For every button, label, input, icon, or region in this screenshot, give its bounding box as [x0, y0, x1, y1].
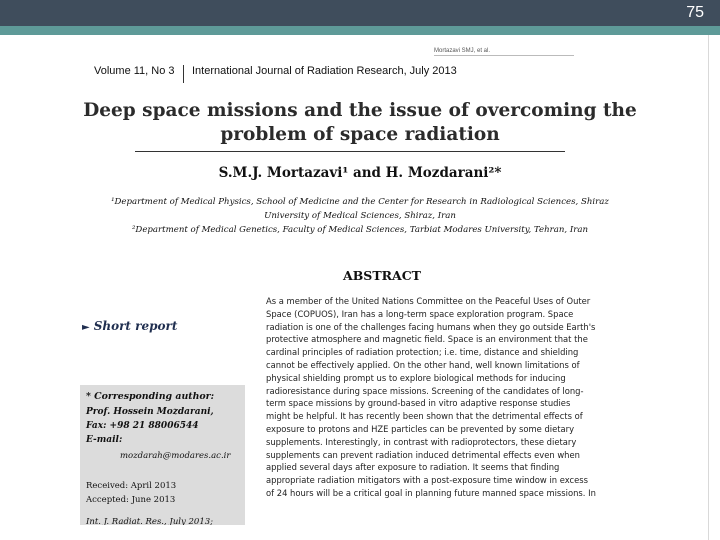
paper-authors: S.M.J. Mortazavi¹ and H. Mozdarani²* — [218, 165, 502, 181]
abstract-line: appropriate radiation mitigators with a post-exposure time window in excess — [266, 475, 589, 486]
abstract-line: physical shielding prompt us to explore biological methods for inducing — [266, 372, 566, 383]
affiliation-1-line-2: University of Medical Sciences, Shiraz, Iran — [264, 211, 456, 221]
abstract-line: exposure to protons and HZE particles can be prevented by some dietary — [266, 423, 575, 434]
journal-name: International Journal of Radiation Research, July 2013 — [192, 65, 457, 77]
received-date: Received: April 2013 — [86, 481, 177, 491]
header-separator — [183, 65, 184, 83]
accepted-date: Accepted: June 2013 — [86, 495, 176, 505]
article-type-label — [82, 319, 177, 333]
slide-page-number: 75 — [686, 4, 704, 21]
abstract-line: of 24 hours will be a critical goal in planning future manned space missions. In — [266, 487, 596, 498]
paper-title — [80, 99, 640, 147]
abstract-line: supplements can prevent radiation induced detrimental effects even when — [266, 449, 580, 460]
corresponding-author-title: * Corresponding author: — [86, 391, 215, 402]
affiliation-1-line-1: ¹Department of Medical Physics, School of Medicine and the Center for Research in Radiological Sciences, Shiraz — [111, 197, 609, 207]
article-type-text: Short report — [93, 319, 178, 333]
slide-header-bar — [0, 0, 720, 26]
abstract-line: applied several days after exposure to radiation. It seems that finding — [266, 462, 560, 473]
corresponding-author-name: Prof. Hossein Mozdarani, — [86, 407, 214, 417]
abstract-line: supplements. Interestingly, in contrast with radioprotectors, these dietary — [266, 436, 577, 447]
triangle-bullet-icon: ► — [82, 322, 90, 333]
slide-edge-line — [708, 35, 709, 540]
title-line-1: Deep space missions and the issue of overcoming the — [83, 100, 637, 121]
abstract-line: cardinal principles of radiation protection; i.e. time, distance and shielding — [266, 347, 579, 358]
corresponding-author-email: mozdarah@modares.ac.ir — [120, 451, 231, 461]
journal-volume: Volume 11, No 3 — [94, 65, 175, 77]
abstract-line: radiation is one of the challenges facing humans when they go outside Earth's — [266, 321, 596, 332]
abstract-body — [266, 295, 628, 500]
title-line-2: problem of space radiation — [220, 124, 500, 145]
abstract-line: protective atmosphere and magnetic field. Space is an environment that the — [266, 334, 588, 345]
running-head-rule — [434, 55, 574, 56]
abstract-line: term space missions by ground-based in vitro adaptive response studies — [266, 398, 571, 409]
abstract-line: Space (COPUOS), Iran has a long-term space exploration program. Space — [266, 308, 574, 319]
abstract-line: radioresistance during space missions. Screening of the candidates of long- — [266, 385, 584, 396]
corresponding-author-fax: Fax: +98 21 88006544 — [86, 421, 199, 431]
abstract-line: might be helpful. It has recently been shown that the detrimental effects of — [266, 411, 583, 422]
slide-accent-stripe — [0, 26, 720, 35]
title-rule — [135, 151, 565, 152]
abstract-heading: ABSTRACT — [343, 268, 421, 283]
citation-line: Int. J. Radiat. Res., July 2013; — [86, 517, 214, 525]
affiliation-2: ²Department of Medical Genetics, Faculty of Medical Sciences, Tarbiat Modares University, Tehran, Iran — [131, 225, 588, 235]
corresponding-author-box — [80, 385, 245, 525]
abstract-line: cannot be effectively applied. On the other hand, well known limitations of — [266, 359, 580, 370]
corresponding-author-email-label: E-mail: — [86, 435, 123, 445]
abstract-line: As a member of the United Nations Committee on the Peaceful Uses of Outer — [266, 296, 591, 306]
paper-screenshot — [80, 45, 640, 525]
running-head: Mortazavi SMJ, et al. — [434, 48, 491, 54]
